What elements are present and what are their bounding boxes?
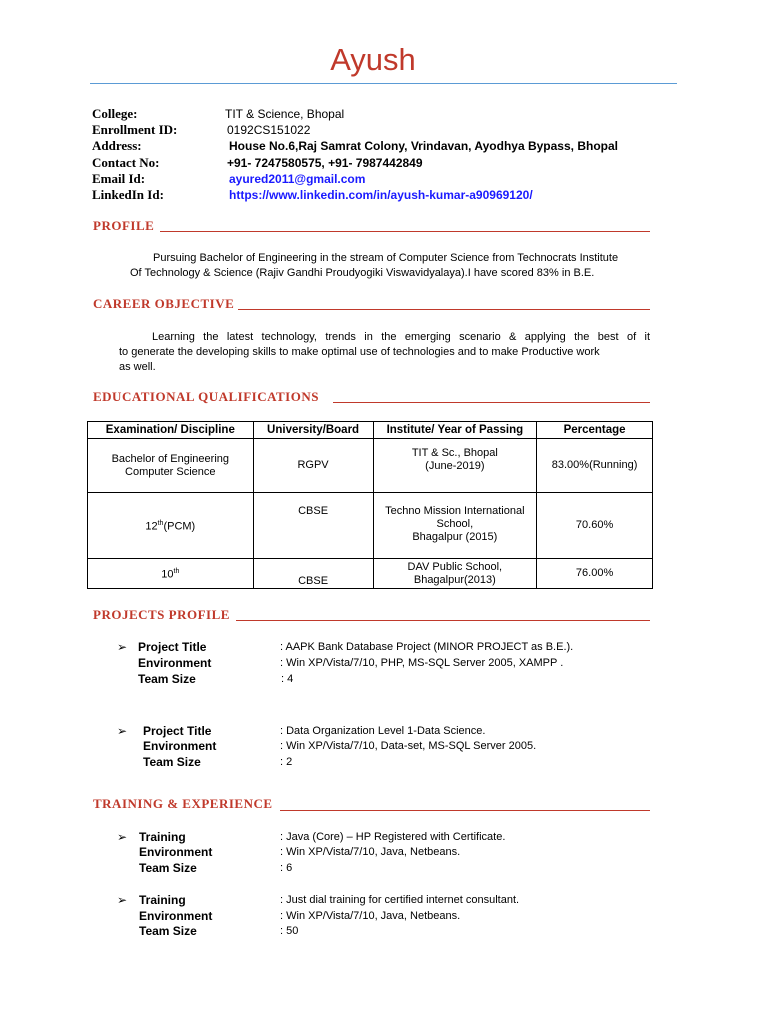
contact-value: +91- 7247580575, +91- 7987442849 — [227, 156, 423, 170]
training-team-value: : 50 — [280, 925, 299, 937]
email-label: Email Id: — [92, 171, 146, 186]
project-title-value: : AAPK Bank Database Project (MINOR PROJECT as B.E.). — [280, 641, 574, 653]
project-team-label: Team Size — [138, 672, 196, 686]
exam-cell — [88, 439, 254, 493]
enrollment-label: Enrollment ID: — [92, 122, 178, 137]
email-link[interactable]: ayured2011@gmail.com — [229, 172, 366, 186]
institute-line: Bhagalpur(2013) — [413, 573, 496, 586]
bullet-arrow-icon: ➢ — [117, 640, 128, 654]
training-rule — [280, 810, 650, 811]
address-label: Address: — [92, 138, 142, 153]
project-env-label: Environment — [138, 656, 212, 670]
candidate-name: Ayush — [330, 42, 416, 77]
objective-line-1: Learning the latest technology, trends in the emerging scenario & applying the best of it — [152, 331, 650, 343]
project-team-value: : 4 — [281, 673, 294, 685]
profile-rule — [160, 231, 650, 232]
training-team-label: Team Size — [139, 924, 197, 938]
project-title-label: Project Title — [138, 640, 207, 654]
col-header-percentage: Percentage — [537, 422, 653, 439]
project-env-label: Environment — [143, 739, 217, 753]
bullet-arrow-icon: ➢ — [117, 830, 128, 844]
percentage-cell: 70.60% — [537, 493, 653, 559]
training-value: : Just dial training for certified internet consultant. — [280, 894, 520, 906]
exam-grade-suffix: th — [157, 520, 164, 528]
exam-grade-suffix: th — [173, 568, 180, 576]
linkedin-label: LinkedIn Id: — [92, 187, 164, 202]
institute-line: DAV Public School, — [407, 560, 503, 573]
training-heading: TRAINING & EXPERIENCE — [93, 796, 273, 811]
exam-cell — [88, 493, 254, 559]
institute-line: Bhagalpur (2015) — [412, 531, 498, 543]
training-value: : Java (Core) – HP Registered with Certificate. — [280, 831, 506, 843]
linkedin-link[interactable]: https://www.linkedin.com/in/ayush-kumar-a90969120/ — [229, 188, 533, 202]
objective-rule — [238, 309, 650, 310]
board-cell: CBSE — [253, 493, 373, 559]
project-title-value: : Data Organization Level 1-Data Science. — [280, 725, 486, 737]
institute-line: TIT & Sc., Bhopal — [411, 447, 498, 459]
table-header-row — [88, 422, 653, 439]
exam-stream: (PCM) — [163, 520, 196, 533]
training-team-label: Team Size — [139, 861, 197, 875]
college-value: TIT & Science, Bhopal — [225, 107, 345, 121]
address-value: House No.6,Raj Samrat Colony, Vrindavan, Ayodhya Bypass, Bhopal — [229, 139, 618, 153]
profile-heading: PROFILE — [93, 218, 155, 233]
institute-cell — [373, 493, 537, 559]
contact-label: Contact No: — [92, 155, 160, 170]
projects-heading: PROJECTS PROFILE — [93, 607, 230, 622]
project-team-value: : 2 — [280, 756, 293, 768]
institute-line: Techno Mission International — [385, 505, 525, 517]
project-title-label: Project Title — [143, 724, 212, 738]
table-row — [88, 493, 653, 559]
board-cell: RGPV — [253, 439, 373, 493]
objective-line-2: to generate the developing skills to make optimal use of technologies and to make Productive work — [119, 346, 600, 358]
exam-cell — [88, 559, 254, 589]
education-heading: EDUCATIONAL QUALIFICATIONS — [93, 389, 319, 404]
training-label: Training — [139, 830, 186, 844]
board-cell: CBSE — [253, 559, 373, 589]
project-env-value: : Win XP/Vista/7/10, Data-set, MS-SQL Server 2005. — [280, 740, 537, 752]
institute-line: (June-2019) — [425, 460, 485, 472]
institute-cell — [373, 439, 537, 493]
education-table — [87, 421, 653, 589]
enrollment-value: 0192CS151022 — [227, 123, 311, 137]
institute-line: School, — [436, 518, 474, 530]
name-divider — [90, 83, 677, 84]
objective-heading: CAREER OBJECTIVE — [93, 296, 235, 311]
col-header-institute: Institute/ Year of Passing — [373, 422, 537, 439]
training-label: Training — [139, 893, 186, 907]
exam-line: Computer Science — [125, 465, 216, 478]
table-row — [88, 439, 653, 493]
institute-cell — [373, 559, 537, 589]
projects-rule — [236, 620, 650, 621]
percentage-cell: 83.00%(Running) — [537, 439, 653, 493]
table-row — [88, 559, 653, 589]
training-env-label: Environment — [139, 845, 213, 859]
training-env-value: : Win XP/Vista/7/10, Java, Netbeans. — [280, 910, 461, 922]
objective-line-3: as well. — [119, 361, 156, 373]
percentage-cell: 76.00% — [537, 559, 653, 589]
exam-grade: 10 — [161, 568, 174, 581]
education-rule — [333, 402, 650, 403]
training-env-value: : Win XP/Vista/7/10, Java, Netbeans. — [280, 846, 461, 858]
profile-line-1: Pursuing Bachelor of Engineering in the stream of Computer Science from Technocrats Institute — [153, 252, 619, 264]
training-team-value: : 6 — [280, 862, 293, 874]
profile-line-2: Of Technology & Science (Rajiv Gandhi Proudyogiki Viswavidyalaya).I have scored 83% in B.E. — [130, 267, 595, 279]
training-env-label: Environment — [139, 909, 213, 923]
project-env-value: : Win XP/Vista/7/10, PHP, MS-SQL Server 2005, XAMPP . — [280, 657, 564, 669]
col-header-exam: Examination/ Discipline — [88, 422, 254, 439]
exam-grade: 12 — [145, 520, 158, 533]
bullet-arrow-icon: ➢ — [117, 893, 128, 907]
col-header-board: University/Board — [253, 422, 373, 439]
exam-line: Bachelor of Engineering — [111, 452, 230, 465]
college-label: College: — [92, 106, 138, 121]
project-team-label: Team Size — [143, 755, 201, 769]
bullet-arrow-icon: ➢ — [117, 724, 128, 738]
